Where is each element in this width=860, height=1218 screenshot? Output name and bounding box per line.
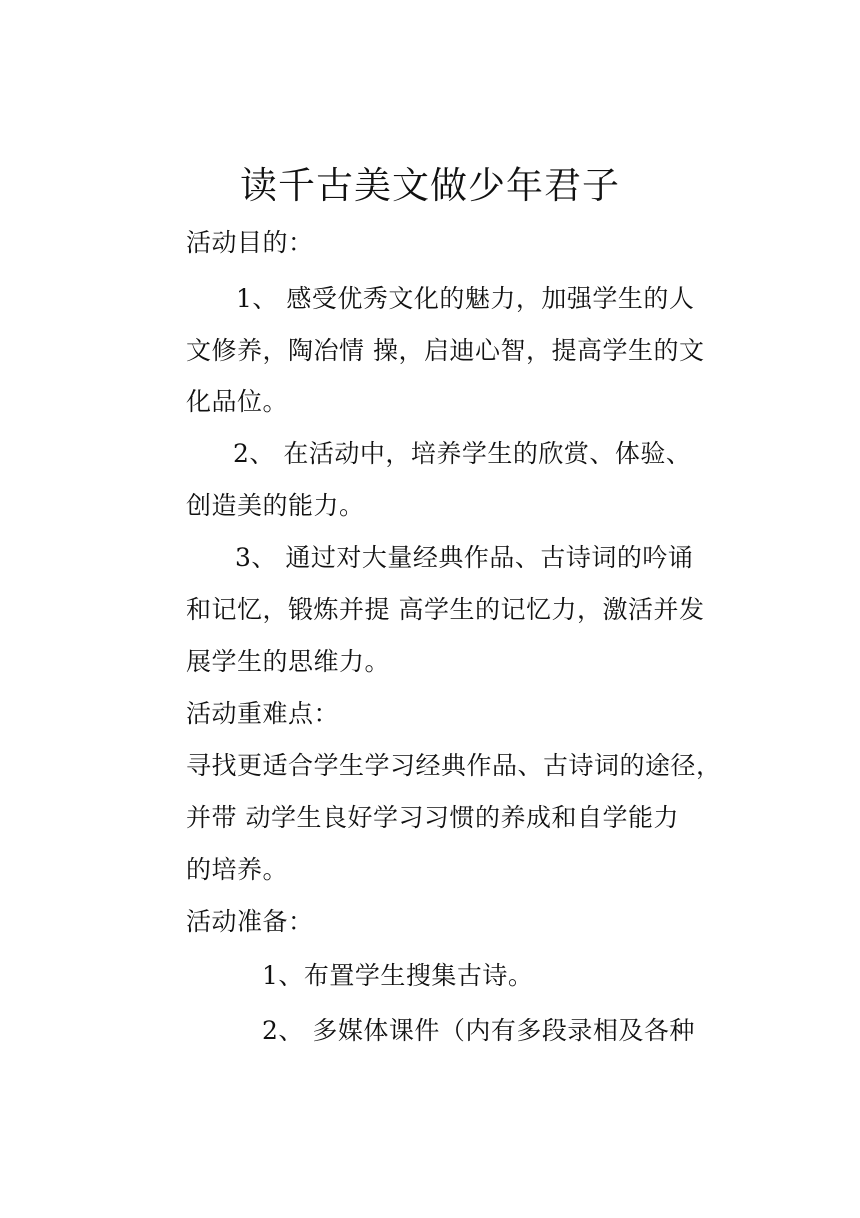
preparation-item-1: 1、布置学生搜集古诗。 bbox=[262, 961, 534, 990]
difficulty-line-1: 寻找更适合学生学习经典作品、古诗词的途径， bbox=[186, 751, 722, 780]
goal-1-line-1: 1、 感受优秀文化的魅力，加强学生的人 bbox=[236, 284, 695, 313]
heading-preparation: 活动准备： bbox=[186, 907, 314, 936]
goal-2-line-2: 创造美的能力。 bbox=[186, 491, 365, 520]
preparation-item-2: 2、 多媒体课件（内有多段录相及各种 bbox=[262, 1016, 695, 1045]
goal-3-line-3: 展学生的思维力。 bbox=[186, 647, 391, 676]
heading-activity-goals: 活动目的： bbox=[186, 228, 314, 257]
goal-2-line-1: 2、 在活动中，培养学生的欣赏、体验、 bbox=[233, 439, 692, 468]
goal-3-line-1: 3、 通过对大量经典作品、古诗词的吟诵 bbox=[235, 543, 694, 572]
difficulty-line-2: 并带 动学生良好学习习惯的养成和自学能力 bbox=[186, 803, 679, 832]
goal-1-line-2: 文修养，陶冶情 操，启迪心智，提高学生的文 bbox=[186, 336, 705, 365]
goal-3-line-2: 和记忆，锻炼并提 高学生的记忆力，激活并发 bbox=[186, 595, 705, 624]
goal-1-line-3: 化品位。 bbox=[186, 387, 289, 416]
difficulty-line-3: 的培养。 bbox=[186, 855, 289, 884]
heading-key-difficulties: 活动重难点： bbox=[186, 699, 340, 728]
document-title: 读千古美文做少年君子 bbox=[240, 164, 620, 207]
